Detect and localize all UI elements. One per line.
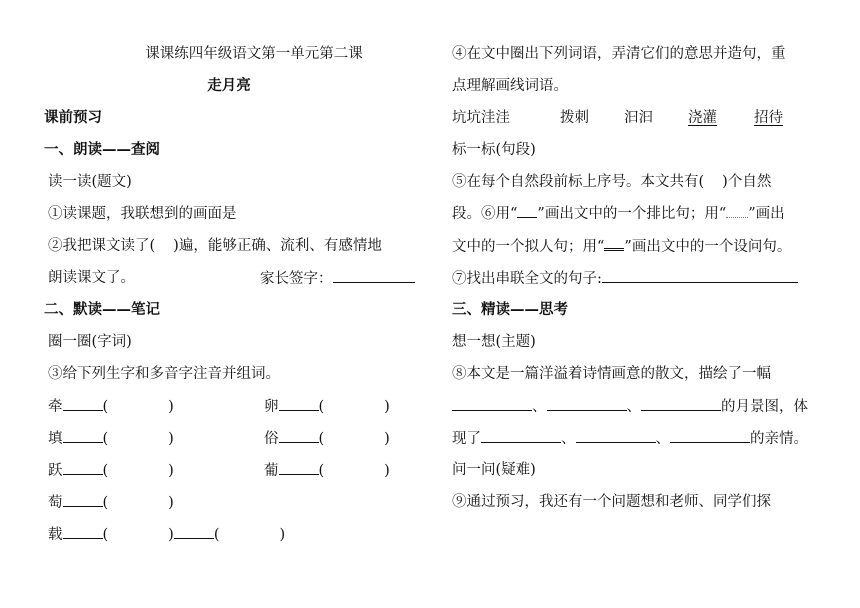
question-4-cont: 点理解画线词语。 (452, 78, 568, 94)
pinyin-blank[interactable] (279, 396, 319, 411)
char-item: 俗 ( ) (264, 428, 390, 449)
section-3-heading: 三、精读——思考 (452, 302, 568, 318)
question-1: ①读课题，我联想到的画面是 (48, 206, 237, 222)
question-8-cont: 、 、 的月景图，体 (452, 396, 808, 417)
char-item: 葡 ( ) (264, 460, 390, 481)
pinyin-blank[interactable] (63, 396, 103, 411)
double-line-mark (604, 236, 624, 251)
section-2-heading: 二、默读——笔记 (44, 302, 160, 318)
word-item: 汩汩 (624, 110, 653, 126)
worksheet-title: 课课练四年级语文第一单元第二课 (145, 46, 363, 62)
affection-blank[interactable] (670, 428, 750, 443)
char-row-5 (48, 524, 285, 545)
scene-blank[interactable] (547, 396, 627, 411)
lesson-title: 走月亮 (207, 78, 251, 94)
signature-blank[interactable] (333, 268, 415, 283)
question-7: ⑦找出串联全文的句子: (452, 268, 798, 289)
question-5: ⑤在每个自然段前标上序号。本文共有( )个自然 (452, 174, 772, 190)
char-row-4 (48, 492, 174, 513)
char-row-2 (48, 428, 390, 449)
circle-label: 圈一圈(字词) (48, 334, 132, 350)
sentence-blank[interactable] (602, 268, 798, 283)
word-item: 坑坑洼洼 (452, 110, 510, 126)
ask-label: 问一问(疑难) (452, 462, 536, 478)
straight-line-mark (517, 205, 537, 218)
char-item: 载 ( ) ( ) (48, 527, 285, 543)
question-4: ④在文中圈出下列词语，弄清它们的意思并造句，重 (452, 46, 786, 62)
question-3: ③给下列生字和多音字注音并组词。 (48, 366, 280, 382)
char-item: 跃 ( ) (48, 463, 174, 479)
word-item-underlined: 招待 (754, 110, 783, 126)
read-label: 读一读(题文) (48, 174, 132, 190)
question-6: 段。⑥用“ ”画出文中的一个排比句；用“ ”画出 (452, 206, 785, 222)
pinyin-blank[interactable] (63, 524, 103, 539)
pinyin-blank[interactable] (63, 460, 103, 475)
char-item: 萄 ( ) (48, 495, 174, 511)
pinyin-blank[interactable] (279, 460, 319, 475)
char-item: 填 ( ) (48, 431, 174, 447)
pinyin-blank[interactable] (63, 428, 103, 443)
pinyin-blank[interactable] (279, 428, 319, 443)
parent-signature: 家长签字： (260, 268, 415, 289)
char-item: 卵 ( ) (264, 396, 390, 417)
pinyin-blank[interactable] (63, 492, 103, 507)
char-item: 牵 ( ) (48, 399, 174, 415)
question-6-cont: 文中的一个拟人句；用“ ”画出文中的一个设问句。 (452, 236, 791, 257)
scene-blank[interactable] (452, 396, 532, 411)
affection-blank[interactable] (481, 428, 561, 443)
question-8-cont2: 现了 、 、 的亲情。 (452, 428, 808, 449)
word-item-underlined: 浇灌 (688, 110, 717, 126)
question-8: ⑧本文是一篇洋溢着诗情画意的散文，描绘了一幅 (452, 366, 771, 382)
mark-label: 标一标(句段) (452, 142, 536, 158)
char-row-1 (48, 396, 390, 417)
question-9: ⑨通过预习，我还有一个问题想和老师、同学们探 (452, 494, 771, 510)
word-item: 拨刺 (560, 110, 589, 126)
section-1-heading: 一、朗读——查阅 (44, 142, 160, 158)
affection-blank[interactable] (576, 428, 656, 443)
scene-blank[interactable] (641, 396, 721, 411)
question-2-cont: 朗读课文了。 家长签字： (48, 268, 420, 288)
wavy-line-mark (726, 205, 748, 218)
pinyin-blank[interactable] (174, 524, 214, 539)
char-row-3 (48, 460, 390, 481)
preview-heading: 课前预习 (44, 110, 102, 126)
question-2: ②我把课文读了( )遍，能够正确、流利、有感情地 (48, 238, 382, 254)
think-label: 想一想(主题) (452, 334, 536, 350)
